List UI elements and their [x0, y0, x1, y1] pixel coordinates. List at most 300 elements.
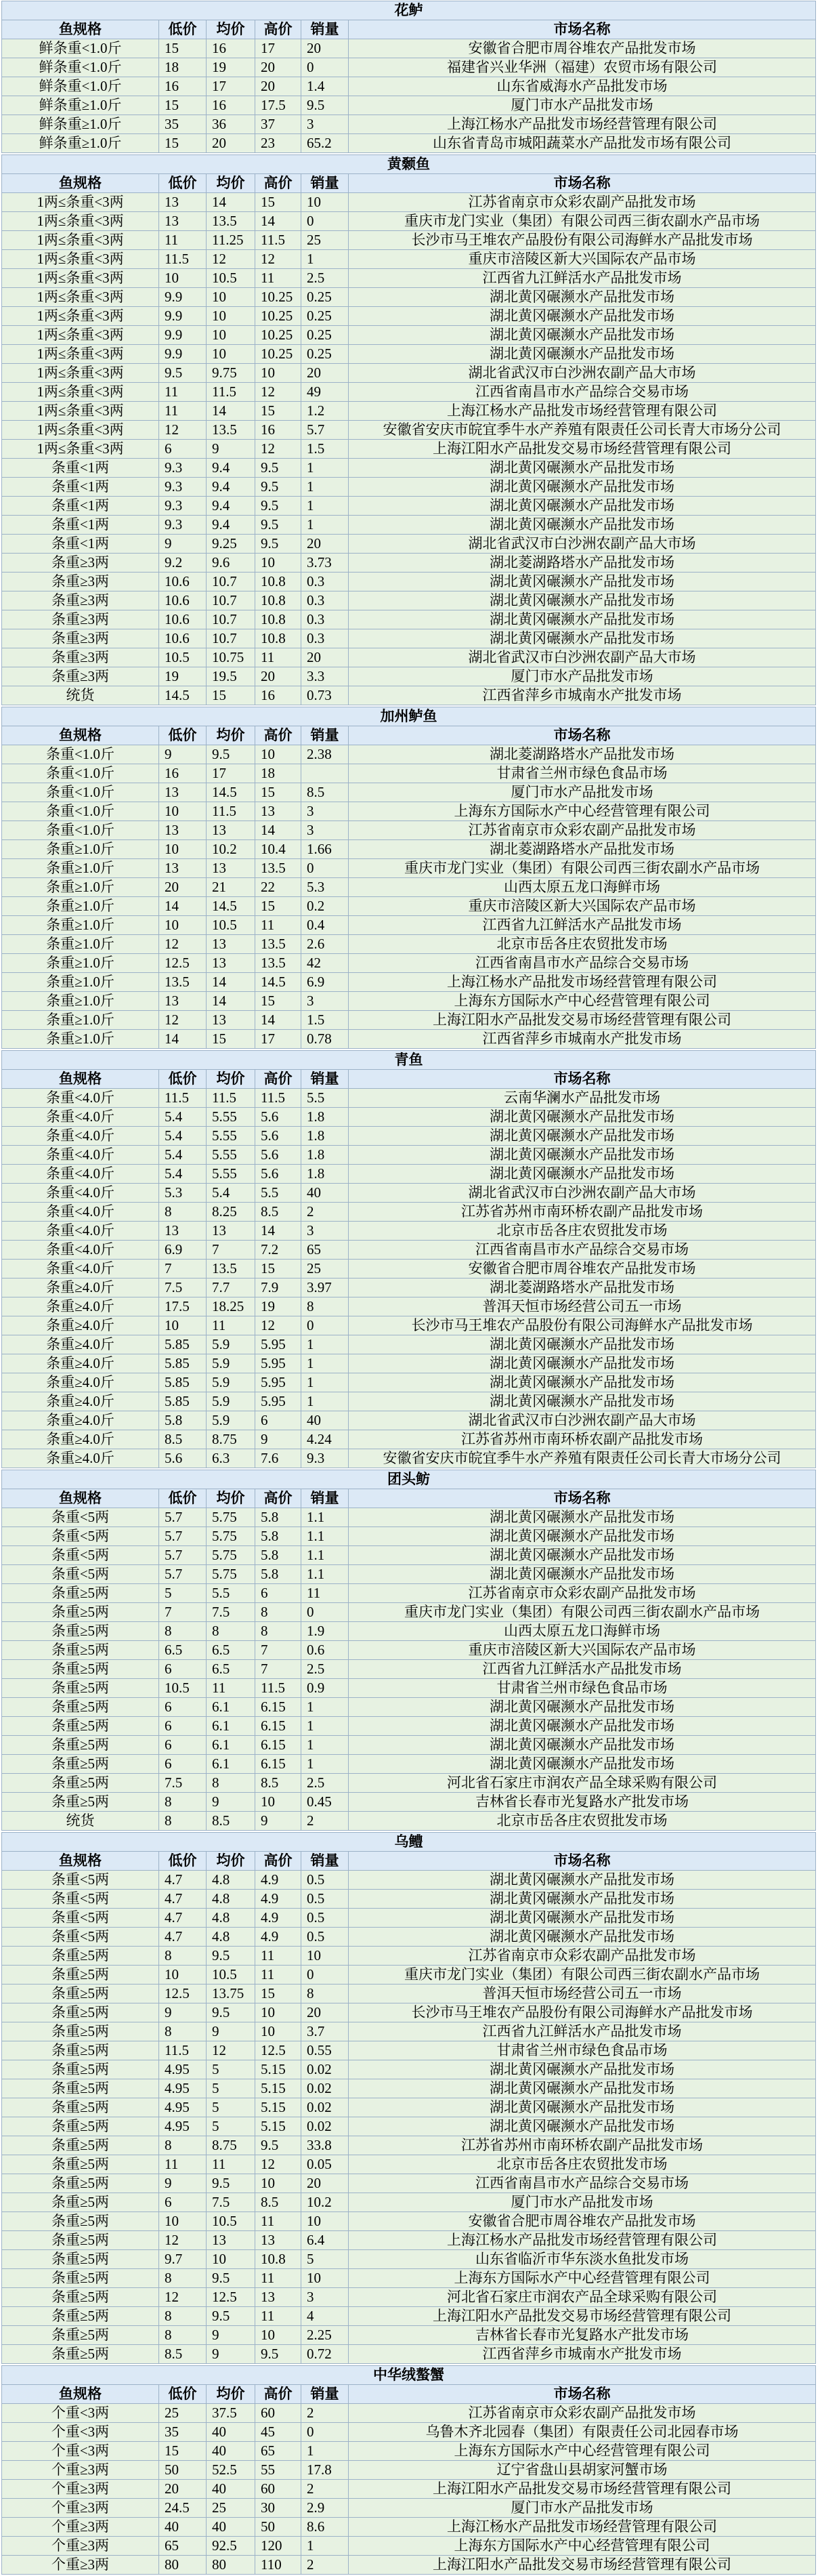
cell-high-price: 20 [255, 77, 301, 96]
cell-spec: 1两≤条重<3两 [2, 250, 159, 269]
cell-high-price: 11.5 [255, 231, 301, 250]
cell-avg-price: 9 [207, 1793, 255, 1812]
table-row [2, 96, 816, 115]
cell-spec: 条重≥5两 [2, 1793, 159, 1812]
column-header-market: 市场名称 [349, 2385, 816, 2404]
cell-market: 湖北黄冈碾濒水产品批发市场 [349, 1698, 816, 1717]
cell-market: 湖北黄冈碾濒水产品批发市场 [349, 497, 816, 516]
cell-high-price: 11 [255, 1966, 301, 1985]
cell-spec: 条重<4.0斤 [2, 1089, 159, 1108]
cell-volume: 0 [301, 2423, 349, 2442]
cell-market: 长沙市马王堆农产品股份有限公司海鲜水产品批发市场 [349, 2003, 816, 2022]
table-row [2, 1698, 816, 1717]
cell-market: 湖北省武汉市白沙洲农副产品大市场 [349, 1184, 816, 1203]
cell-low-price: 9.3 [159, 478, 207, 497]
cell-market: 上海东方国际水产中心经营管理有限公司 [349, 2442, 816, 2461]
cell-avg-price: 20 [207, 134, 255, 153]
cell-high-price: 45 [255, 2423, 301, 2442]
cell-spec: 条重≥5两 [2, 2269, 159, 2288]
table-row [2, 1890, 816, 1909]
cell-avg-price: 4.8 [207, 1909, 255, 1928]
cell-avg-price: 10.7 [207, 629, 255, 648]
table-row [2, 1660, 816, 1679]
cell-spec: 1两≤条重<3两 [2, 402, 159, 421]
cell-low-price: 8 [159, 1203, 207, 1222]
cell-market: 安徽省安庆市皖宜季牛水产养殖有限责任公司长青大市场分公司 [349, 421, 816, 440]
cell-spec: 鲜条重≥1.0斤 [2, 96, 159, 115]
cell-market: 湖北黄冈碾濒水产品批发市场 [349, 1736, 816, 1755]
cell-avg-price: 9.4 [207, 516, 255, 535]
cell-volume: 2 [301, 2556, 349, 2575]
cell-volume: 3 [301, 2288, 349, 2307]
cell-volume: 0.02 [301, 2079, 349, 2098]
cell-spec: 个重≥3两 [2, 2461, 159, 2480]
cell-volume [301, 764, 349, 783]
cell-spec: 条重≥5两 [2, 2136, 159, 2155]
cell-avg-price: 10.5 [207, 269, 255, 288]
cell-spec: 条重≥5两 [2, 2022, 159, 2041]
cell-volume: 1.9 [301, 1622, 349, 1641]
column-header-low-price: 低价 [159, 1070, 207, 1089]
cell-market: 河北省石家庄市润农产品全球采购有限公司 [349, 2288, 816, 2307]
section-black-carp [1, 1050, 816, 1468]
cell-low-price: 6 [159, 440, 207, 459]
cell-volume: 3 [301, 1222, 349, 1241]
cell-low-price: 6.9 [159, 1241, 207, 1260]
cell-low-price: 65 [159, 2537, 207, 2556]
cell-avg-price: 80 [207, 2556, 255, 2575]
table-row [2, 992, 816, 1011]
cell-low-price: 7 [159, 1603, 207, 1622]
cell-volume: 0.25 [301, 288, 349, 307]
table-row [2, 307, 816, 326]
cell-avg-price: 12.5 [207, 2288, 255, 2307]
cell-spec: 条重≥4.0斤 [2, 1316, 159, 1335]
cell-market: 湖北菱湖路塔水产品批发市场 [349, 840, 816, 859]
cell-spec: 条重≥1.0斤 [2, 916, 159, 935]
cell-low-price: 5.85 [159, 1392, 207, 1411]
cell-avg-price: 10.5 [207, 916, 255, 935]
cell-volume: 0.3 [301, 629, 349, 648]
cell-market: 湖北黄冈碾濒水产品批发市场 [349, 1165, 816, 1184]
cell-market: 江苏省苏州市南环桥农副产品批发市场 [349, 1203, 816, 1222]
cell-avg-price: 11 [207, 1679, 255, 1698]
cell-market: 上海江杨水产品批发市场经营管理有限公司 [349, 115, 816, 134]
table-row [2, 573, 816, 591]
cell-high-price: 15 [255, 1985, 301, 2003]
table-row [2, 821, 816, 840]
cell-spec: 条重<5两 [2, 1928, 159, 1947]
table-row [2, 1203, 816, 1222]
table-row [2, 1165, 816, 1184]
cell-high-price: 7.6 [255, 1449, 301, 1468]
cell-high-price: 13.5 [255, 935, 301, 954]
table-row [2, 1546, 816, 1565]
cell-low-price: 8 [159, 1622, 207, 1641]
cell-volume: 20 [301, 535, 349, 554]
cell-high-price: 12 [255, 250, 301, 269]
cell-low-price: 4.95 [159, 2079, 207, 2098]
cell-high-price: 10.8 [255, 610, 301, 629]
cell-volume: 0.6 [301, 1641, 349, 1660]
cell-low-price: 9 [159, 535, 207, 554]
cell-market: 福建省兴业华洲（福建）农贸市场有限公司 [349, 58, 816, 77]
table-row [2, 954, 816, 973]
cell-low-price: 5.4 [159, 1127, 207, 1146]
table-row [2, 935, 816, 954]
table-row [2, 591, 816, 610]
cell-spec: 条重<4.0斤 [2, 1165, 159, 1184]
cell-avg-price: 13.5 [207, 1260, 255, 1279]
cell-avg-price: 17 [207, 77, 255, 96]
table-row [2, 1030, 816, 1049]
cell-avg-price: 6.1 [207, 1755, 255, 1774]
cell-avg-price: 14 [207, 992, 255, 1011]
cell-low-price: 15 [159, 96, 207, 115]
cell-market: 湖北黄冈碾濒水产品批发市场 [349, 1871, 816, 1890]
table-row [2, 1184, 816, 1203]
cell-low-price: 5.85 [159, 1373, 207, 1392]
cell-volume: 0 [301, 1603, 349, 1622]
cell-low-price: 10.6 [159, 591, 207, 610]
cell-volume: 8 [301, 1985, 349, 2003]
cell-low-price: 11 [159, 2155, 207, 2174]
cell-market: 山西太原五龙口海鲜市场 [349, 878, 816, 897]
cell-low-price: 9.3 [159, 459, 207, 478]
table-row [2, 2003, 816, 2022]
cell-avg-price: 13 [207, 859, 255, 878]
cell-low-price: 12 [159, 421, 207, 440]
table-row [2, 2461, 816, 2480]
cell-market: 北京市岳各庄农贸批发市场 [349, 935, 816, 954]
cell-avg-price: 9.75 [207, 364, 255, 383]
cell-low-price: 11 [159, 383, 207, 402]
table-row [2, 1335, 816, 1354]
cell-volume: 0.5 [301, 1909, 349, 1928]
cell-spec: 条重≥5两 [2, 2326, 159, 2345]
cell-avg-price: 7.5 [207, 2193, 255, 2212]
cell-spec: 条重≥5两 [2, 1966, 159, 1985]
cell-volume: 17.8 [301, 2461, 349, 2480]
table-row [2, 1392, 816, 1411]
cell-avg-price: 10.75 [207, 648, 255, 667]
cell-avg-price: 19.5 [207, 667, 255, 686]
cell-market: 湖北黄冈碾濒水产品批发市场 [349, 1508, 816, 1527]
cell-avg-price: 13.5 [207, 421, 255, 440]
cell-spec: 条重≥5两 [2, 2231, 159, 2250]
cell-avg-price: 9 [207, 2022, 255, 2041]
cell-low-price: 7 [159, 1260, 207, 1279]
table-row [2, 459, 816, 478]
column-header-volume: 销量 [301, 20, 349, 39]
cell-market: 江苏省南京市众彩农副产品批发市场 [349, 821, 816, 840]
cell-low-price: 5.7 [159, 1508, 207, 1527]
cell-avg-price: 5.55 [207, 1165, 255, 1184]
cell-spec: 条重≥5两 [2, 1641, 159, 1660]
cell-spec: 条重≥3两 [2, 667, 159, 686]
cell-spec: 1两≤条重<3两 [2, 212, 159, 231]
cell-avg-price: 5 [207, 2060, 255, 2079]
cell-low-price: 10 [159, 916, 207, 935]
cell-spec: 条重≥4.0斤 [2, 1449, 159, 1468]
cell-high-price: 11 [255, 1947, 301, 1966]
cell-market: 山西太原五龙口海鲜市场 [349, 1622, 816, 1641]
cell-low-price: 8.5 [159, 2345, 207, 2364]
cell-high-price: 13 [255, 802, 301, 821]
cell-low-price: 4.95 [159, 2060, 207, 2079]
cell-volume: 1 [301, 1335, 349, 1354]
cell-market: 厦门市水产品批发市场 [349, 783, 816, 802]
table-row [2, 1565, 816, 1584]
cell-market: 厦门市水产品批发市场 [349, 2499, 816, 2518]
cell-avg-price: 9.25 [207, 535, 255, 554]
cell-spec: 条重≥1.0斤 [2, 1011, 159, 1030]
cell-market: 上海江杨水产品批发市场经营管理有限公司 [349, 2518, 816, 2537]
cell-low-price: 14 [159, 897, 207, 916]
cell-volume: 2.25 [301, 2326, 349, 2345]
column-header-market: 市场名称 [349, 1852, 816, 1871]
table-row [2, 2155, 816, 2174]
section-title: 黄颡鱼 [2, 155, 816, 174]
table-row [2, 1717, 816, 1736]
cell-avg-price: 4.8 [207, 1871, 255, 1890]
cell-high-price: 7.2 [255, 1241, 301, 1260]
cell-market: 湖北黄冈碾濒水产品批发市场 [349, 1717, 816, 1736]
cell-low-price: 9.9 [159, 326, 207, 345]
cell-market: 重庆市龙门实业（集团）有限公司西三街农副水产品市场 [349, 212, 816, 231]
table-row [2, 2231, 816, 2250]
cell-avg-price: 40 [207, 2423, 255, 2442]
cell-market: 重庆市龙门实业（集团）有限公司西三街农副水产品市场 [349, 1966, 816, 1985]
cell-spec: 1两≤条重<3两 [2, 440, 159, 459]
cell-market: 普洱天恒市场经营公司五一市场 [349, 1297, 816, 1316]
cell-low-price: 4.7 [159, 1890, 207, 1909]
cell-spec: 条重≥5两 [2, 2079, 159, 2098]
cell-volume: 8 [301, 1297, 349, 1316]
cell-high-price: 17.5 [255, 96, 301, 115]
cell-volume: 1 [301, 497, 349, 516]
cell-market: 山东省威海水产品批发市场 [349, 77, 816, 96]
column-header-low-price: 低价 [159, 2385, 207, 2404]
cell-low-price: 13 [159, 821, 207, 840]
cell-market: 山东省临沂市华东淡水鱼批发市场 [349, 2250, 816, 2269]
cell-low-price: 12.5 [159, 954, 207, 973]
cell-volume: 1.66 [301, 840, 349, 859]
cell-volume: 1 [301, 2442, 349, 2461]
cell-spec: 1两≤条重<3两 [2, 364, 159, 383]
cell-spec: 条重<5两 [2, 1565, 159, 1584]
cell-low-price: 25 [159, 2404, 207, 2423]
cell-low-price: 12 [159, 935, 207, 954]
cell-high-price: 120 [255, 2537, 301, 2556]
cell-market: 江西省南昌市水产品综合交易市场 [349, 1241, 816, 1260]
cell-low-price: 4.7 [159, 1871, 207, 1890]
cell-high-price: 50 [255, 2518, 301, 2537]
cell-spec: 条重<1.0斤 [2, 783, 159, 802]
cell-low-price: 80 [159, 2556, 207, 2575]
cell-low-price: 8 [159, 1793, 207, 1812]
column-header-avg-price: 均价 [207, 2385, 255, 2404]
cell-high-price: 14 [255, 821, 301, 840]
cell-low-price: 14.5 [159, 686, 207, 705]
table-row [2, 1011, 816, 1030]
table-row [2, 667, 816, 686]
cell-volume: 65.2 [301, 134, 349, 153]
column-header-low-price: 低价 [159, 1852, 207, 1871]
cell-market: 江苏省南京市众彩农副产品批发市场 [349, 1947, 816, 1966]
cell-high-price: 13 [255, 2288, 301, 2307]
column-header-spec: 鱼规格 [2, 726, 159, 745]
cell-avg-price: 9.5 [207, 2307, 255, 2326]
table-row [2, 2060, 816, 2079]
table-row [2, 629, 816, 648]
cell-volume: 40 [301, 1184, 349, 1203]
column-header-volume: 销量 [301, 726, 349, 745]
cell-high-price: 10.8 [255, 573, 301, 591]
cell-volume: 0.78 [301, 1030, 349, 1049]
cell-high-price: 13.5 [255, 859, 301, 878]
table-row [2, 1222, 816, 1241]
cell-spec: 1两≤条重<3两 [2, 345, 159, 364]
cell-avg-price: 8 [207, 1622, 255, 1641]
cell-avg-price: 12 [207, 250, 255, 269]
column-header-market: 市场名称 [349, 20, 816, 39]
cell-high-price: 4.9 [255, 1890, 301, 1909]
cell-high-price: 6 [255, 1584, 301, 1603]
cell-volume: 6.9 [301, 973, 349, 992]
cell-high-price: 12 [255, 2155, 301, 2174]
cell-high-price: 9.5 [255, 459, 301, 478]
cell-market: 重庆市龙门实业（集团）有限公司西三街农副水产品市场 [349, 1603, 816, 1622]
column-header-spec: 鱼规格 [2, 1852, 159, 1871]
cell-market: 安徽省合肥市周谷堆农产品批发市场 [349, 39, 816, 58]
column-header-high-price: 高价 [255, 1070, 301, 1089]
cell-high-price: 10.25 [255, 345, 301, 364]
table-row [2, 2404, 816, 2423]
cell-low-price: 9.9 [159, 345, 207, 364]
cell-volume: 0.5 [301, 1928, 349, 1947]
cell-high-price: 10.25 [255, 307, 301, 326]
column-header-spec: 鱼规格 [2, 1070, 159, 1089]
cell-volume: 0.2 [301, 897, 349, 916]
cell-spec: 条重<4.0斤 [2, 1127, 159, 1146]
cell-avg-price: 9.5 [207, 745, 255, 764]
cell-spec: 1两≤条重<3两 [2, 421, 159, 440]
cell-avg-price: 12 [207, 2041, 255, 2060]
cell-low-price: 10.6 [159, 629, 207, 648]
table-row [2, 478, 816, 497]
table-row [2, 648, 816, 667]
cell-high-price: 12.5 [255, 2041, 301, 2060]
table-row [2, 973, 816, 992]
cell-avg-price: 10 [207, 307, 255, 326]
table-row [2, 1430, 816, 1449]
cell-volume: 5.5 [301, 1089, 349, 1108]
cell-volume: 0.25 [301, 326, 349, 345]
column-header-avg-price: 均价 [207, 1070, 255, 1089]
cell-low-price: 6 [159, 1698, 207, 1717]
cell-spec: 统货 [2, 686, 159, 705]
cell-high-price: 4.9 [255, 1871, 301, 1890]
cell-low-price: 5.85 [159, 1354, 207, 1373]
cell-market: 湖北黄冈碾濒水产品批发市场 [349, 629, 816, 648]
cell-high-price: 60 [255, 2404, 301, 2423]
cell-high-price: 9.5 [255, 2345, 301, 2364]
table-row [2, 802, 816, 821]
cell-spec: 个重≥3两 [2, 2518, 159, 2537]
cell-spec: 条重≥4.0斤 [2, 1354, 159, 1373]
cell-avg-price: 6.3 [207, 1449, 255, 1468]
cell-volume: 1 [301, 1373, 349, 1392]
cell-spec: 条重≥4.0斤 [2, 1430, 159, 1449]
cell-high-price: 10 [255, 554, 301, 573]
cell-avg-price: 7.7 [207, 1279, 255, 1297]
cell-avg-price: 13 [207, 1222, 255, 1241]
cell-spec: 条重<1.0斤 [2, 745, 159, 764]
cell-volume: 1.8 [301, 1127, 349, 1146]
cell-spec: 条重≥3两 [2, 591, 159, 610]
cell-high-price: 5.8 [255, 1527, 301, 1546]
cell-volume: 2.38 [301, 745, 349, 764]
cell-high-price: 11 [255, 269, 301, 288]
cell-spec: 条重<5两 [2, 1890, 159, 1909]
cell-volume: 2.6 [301, 935, 349, 954]
cell-high-price: 11 [255, 648, 301, 667]
cell-high-price: 10 [255, 745, 301, 764]
table-row [2, 2212, 816, 2231]
cell-high-price: 16 [255, 421, 301, 440]
cell-avg-price: 40 [207, 2442, 255, 2461]
table-row [2, 2136, 816, 2155]
cell-low-price: 5.6 [159, 1449, 207, 1468]
cell-market: 长沙市马王堆农产品股份有限公司海鲜水产品批发市场 [349, 1316, 816, 1335]
cell-market: 北京市岳各庄农贸批发市场 [349, 1222, 816, 1241]
cell-spec: 条重≥1.0斤 [2, 935, 159, 954]
cell-volume: 25 [301, 1260, 349, 1279]
cell-spec: 个重≥3两 [2, 2480, 159, 2499]
cell-avg-price: 5.9 [207, 1411, 255, 1430]
cell-avg-price: 5.75 [207, 1546, 255, 1565]
cell-avg-price: 21 [207, 878, 255, 897]
column-header-low-price: 低价 [159, 20, 207, 39]
cell-spec: 条重<1两 [2, 497, 159, 516]
cell-spec: 条重≥5两 [2, 1698, 159, 1717]
cell-market: 上海江阳水产品批发交易市场经营管理有限公司 [349, 440, 816, 459]
cell-spec: 条重≥3两 [2, 610, 159, 629]
cell-high-price: 7 [255, 1641, 301, 1660]
cell-spec: 条重≥1.0斤 [2, 992, 159, 1011]
cell-high-price: 11 [255, 916, 301, 935]
cell-spec: 条重≥5两 [2, 2155, 159, 2174]
cell-high-price: 19 [255, 1297, 301, 1316]
cell-high-price: 4.9 [255, 1928, 301, 1947]
cell-volume: 0.25 [301, 307, 349, 326]
cell-market: 普洱天恒市场经营公司五一市场 [349, 1985, 816, 2003]
cell-market: 重庆市涪陵区新大兴国际农产品市场 [349, 897, 816, 916]
cell-low-price: 5.7 [159, 1527, 207, 1546]
cell-spec: 条重≥3两 [2, 573, 159, 591]
table-row [2, 2480, 816, 2499]
cell-avg-price: 8 [207, 1774, 255, 1793]
cell-volume: 4 [301, 2307, 349, 2326]
column-header-row [2, 726, 816, 745]
cell-market: 湖北黄冈碾濒水产品批发市场 [349, 1373, 816, 1392]
table-row [2, 497, 816, 516]
cell-spec: 条重≥5两 [2, 2250, 159, 2269]
column-header-low-price: 低价 [159, 1489, 207, 1508]
cell-volume: 0 [301, 1966, 349, 1985]
cell-market: 湖北黄冈碾濒水产品批发市场 [349, 1909, 816, 1928]
